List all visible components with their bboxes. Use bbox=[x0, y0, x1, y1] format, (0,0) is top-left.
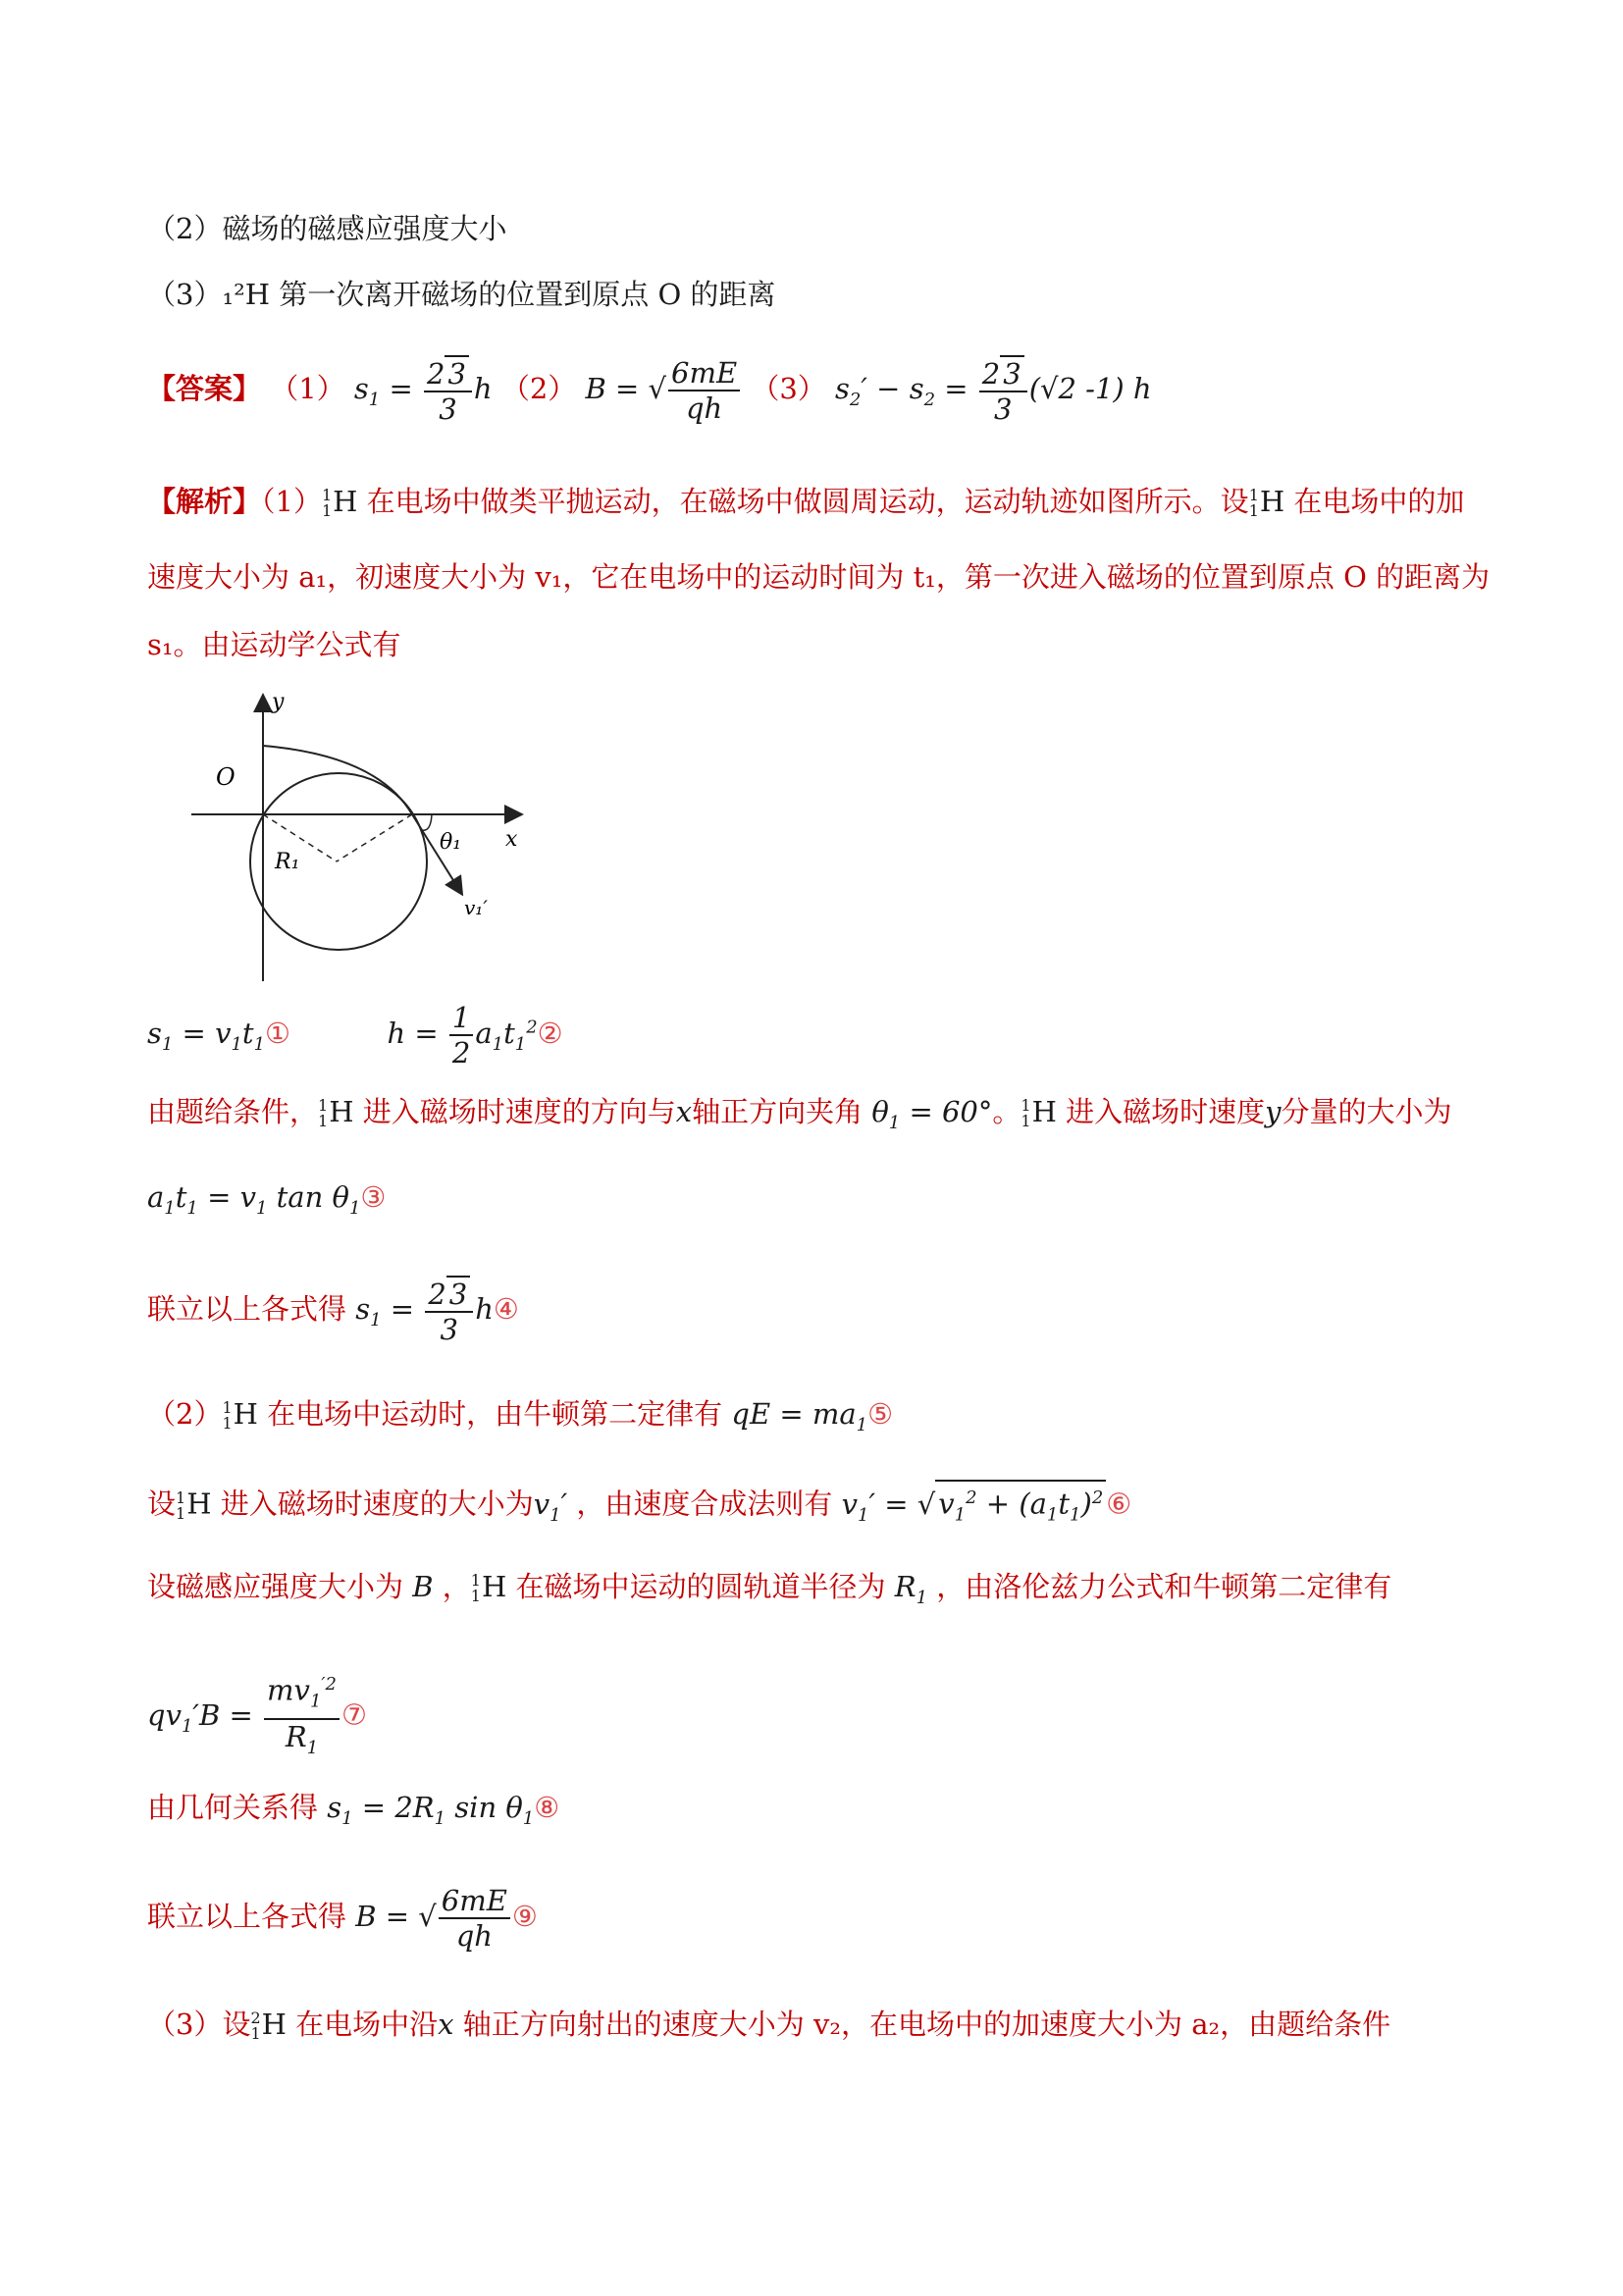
equation-7: $qv_1'B$ = $\frac{mv_1^{'2}}{R_1}$ ⑦ bbox=[147, 1668, 367, 1765]
nuclide-h2: ₁²H bbox=[222, 278, 270, 311]
equation-4: 联立以上各式得 $s_1$ = $\frac{2 3}{3}$ h④ bbox=[147, 1278, 519, 1346]
velocity-label: v₁′ bbox=[464, 896, 488, 919]
analysis-label: 【解析】 bbox=[147, 485, 262, 518]
radius-line-2 bbox=[337, 814, 412, 861]
parabola-path bbox=[263, 746, 412, 814]
y-label: y bbox=[272, 690, 285, 714]
equation-6: 设 1 1 H 进入磁场时速度的大小为$v_1'$ ，由速度合成法则有 $v_1'$ = √ $v_1^2 + (a_1t_1)^2$ ⑥ bbox=[147, 1480, 1131, 1535]
analysis-line-3: s₁。由运动学公式有 bbox=[147, 628, 401, 661]
angle-arc bbox=[422, 814, 432, 830]
equation-3: $a_1t_1 = v_1$ $\tan \theta_1③$ bbox=[147, 1180, 387, 1219]
question-3: （3）₁²H 第一次离开磁场的位置到原点 O 的距离 bbox=[147, 278, 776, 311]
answer-label: 【答案】 bbox=[147, 372, 262, 405]
analysis-line-4: 由题给条件， 1 1 H 进入磁场时速度的方向与x轴正方向夹角 $\theta_1 = 60^\circ$。 1 1 H 进入磁场时速度y分量的大小为 bbox=[147, 1095, 1452, 1133]
x-label: x bbox=[505, 827, 518, 852]
origin-label: O bbox=[216, 763, 236, 791]
question-2: （2）磁场的磁感应强度大小 bbox=[147, 212, 507, 245]
angle-label: θ₁ bbox=[440, 830, 462, 855]
equation-8: 由几何关系得 $s_1 = 2R_1$ $\sin \theta_1⑧$ bbox=[147, 1791, 560, 1829]
equation-5: （2） 1 1 H 在电场中运动时，由牛顿第二定律有 qE = $ma_1⑤$ bbox=[147, 1397, 894, 1435]
analysis-line-1: 【解析】（1） 1 1 H 在电场中做类平抛运动，在磁场中做圆周运动，运动轨迹如图所示。设 1 1 H 在电场中的加 bbox=[147, 485, 1465, 520]
equation-9: 联立以上各式得 B = √ $\frac{6mE}{qh}$ ⑨ bbox=[147, 1884, 538, 1953]
trajectory-diagram bbox=[182, 687, 535, 986]
analysis-line-8: 设磁感应强度大小为 B ， 1 1 H 在磁场中运动的圆轨道半径为 $R_1$ ，由洛伦兹力公式和牛顿第二定律有 bbox=[147, 1570, 1392, 1608]
answer-line: 【答案】 （1） $s_1$ = $\frac{2 3}{3}$ h （2） B = √ $\frac{6mE}{qh}$ （3） $s_2' - s_2$ = $\frac{2 3}{3}$ (√2 -1) h bbox=[147, 356, 1152, 426]
equation-1-2: $s_1$ = $v_1t_1①$ h = $\frac{1}{2}$ $a_1t_1^2②$ bbox=[147, 1001, 563, 1070]
analysis-line-2: 速度大小为 a₁，初速度大小为 v₁，它在电场中的运动时间为 t₁，第一次进入磁场的位置到原点 O 的距离为 bbox=[147, 560, 1491, 594]
analysis-line-11: （3）设 2 1 H 在电场中沿x 轴正方向射出的速度大小为 v₂，在电场中的加速度大小为 a₂，由题给条件 bbox=[147, 2008, 1391, 2043]
radius-label: R₁ bbox=[275, 850, 300, 874]
